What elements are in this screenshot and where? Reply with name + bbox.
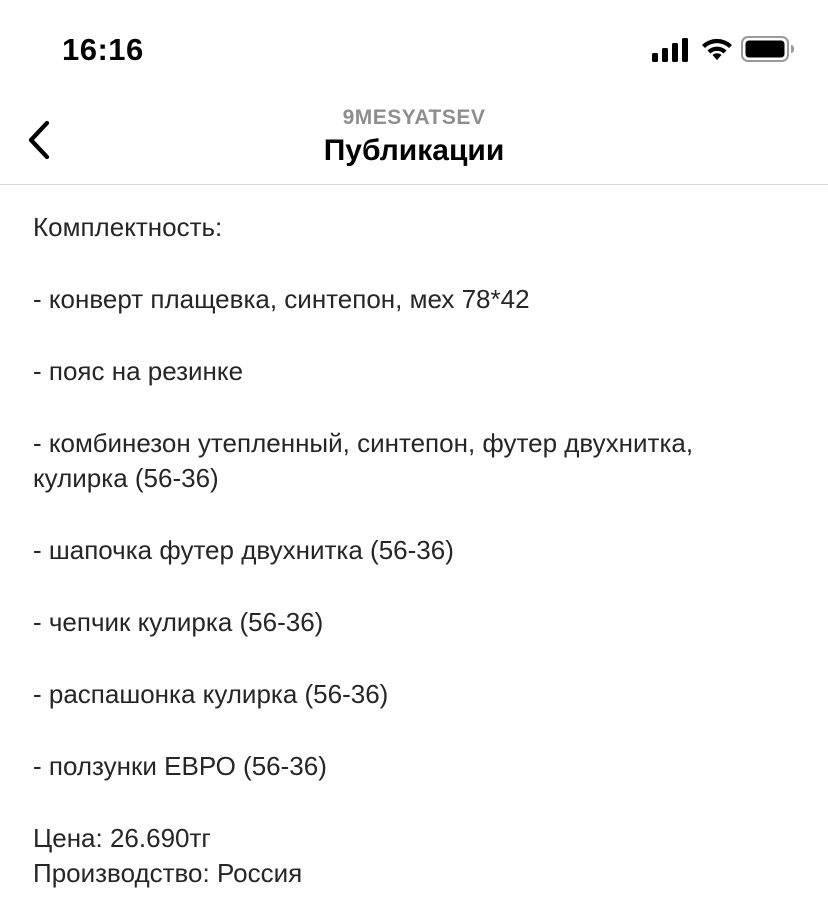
price-text: Цена: 26.690тг bbox=[33, 823, 211, 853]
caption-spacer bbox=[33, 712, 803, 749]
caption-spacer bbox=[33, 640, 803, 677]
caption-spacer bbox=[33, 389, 803, 426]
caption-spacer bbox=[33, 784, 803, 821]
signal-icon bbox=[652, 38, 690, 62]
caption-spacer bbox=[33, 245, 803, 282]
caption-spacer bbox=[33, 568, 803, 605]
navigation-bar bbox=[0, 96, 828, 185]
status-time: 16:16 bbox=[62, 32, 144, 67]
caption-item: - распашонка кулирка (56-36) bbox=[33, 679, 389, 709]
caption-item: - чепчик кулирка (56-36) bbox=[33, 607, 324, 637]
caption-item: - ползунки ЕВРО (56-36) bbox=[33, 751, 327, 781]
caption-spacer bbox=[33, 317, 803, 354]
caption-item: - шапочка футер двухнитка (56-36) bbox=[33, 535, 454, 565]
caption-heading: Комплектность: bbox=[33, 212, 223, 242]
battery-icon bbox=[741, 36, 795, 62]
caption-item: - комбинезон утепленный, синтепон, футер двухнитка, кулирка (56-36) bbox=[33, 428, 694, 493]
caption-spacer bbox=[33, 496, 803, 533]
page-title: Публикации bbox=[323, 134, 505, 167]
post-caption bbox=[33, 210, 803, 891]
wifi-icon bbox=[700, 36, 734, 62]
origin-text: Производство: Россия bbox=[33, 858, 303, 888]
caption-item: - пояс на резинке bbox=[33, 356, 244, 386]
account-username[interactable]: 9MESYATSEV bbox=[342, 106, 486, 129]
status-bar bbox=[0, 0, 828, 96]
caption-item: - конверт плащевка, синтепон, мех 78*42 bbox=[33, 284, 530, 314]
